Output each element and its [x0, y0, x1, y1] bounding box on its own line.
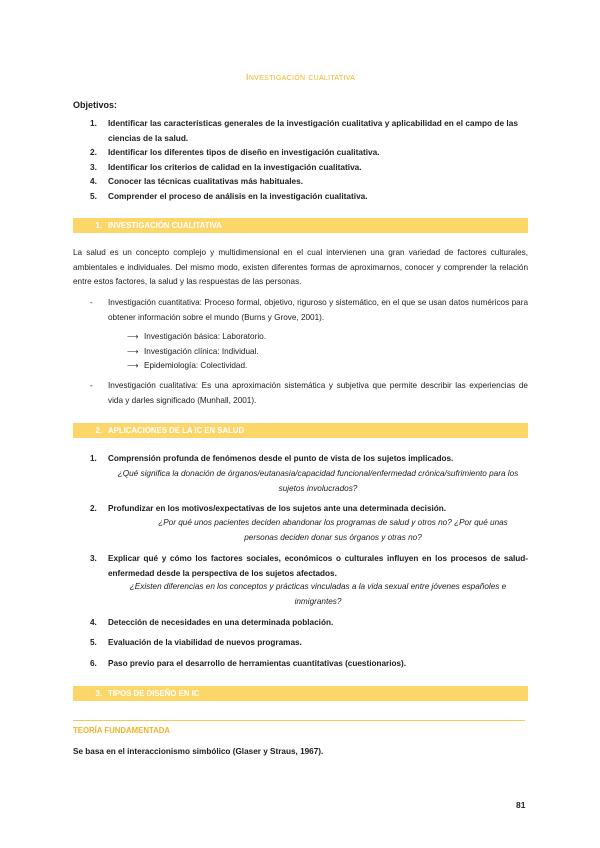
list-item: ⟶ Epidemiología: Colectividad. — [127, 359, 266, 374]
example-question: ¿Por qué unos pacientes deciden abandonar los programas de salud y otros no? ¿Por qué unas personas deciden donar sus órganos y otras no? — [158, 518, 508, 542]
objectives-list — [73, 116, 528, 203]
subhead-divider — [73, 720, 525, 721]
objective-item: 2. Identificar los diferentes tipos de diseño en investigación cualitativa. — [90, 147, 380, 157]
page-number: 81 — [516, 800, 526, 810]
section-header-investigacion-cualitativa: 1. INVESTIGACIÓN CUALITATIVA — [73, 218, 528, 233]
example-question: ¿Qué significa la donación de órganos/eutanasia/capacidad funcional/enfermedad crónica/sufrimiento para los sujetos involucrados? — [117, 469, 519, 493]
section-header-aplicaciones: 2. APLICACIONES DE LA IC EN SALUD — [73, 423, 528, 438]
page-title: Investigación cualitativa — [245, 72, 356, 83]
qualitative-definition: - Investigación cualitativa: Es una aproximación sistemática y subjetiva que permite describir las experiencias de vida y darles significado (Munhall, 2001). — [90, 381, 528, 405]
quantitative-definition: - Investigación cuantitativa: Proceso formal, objetivo, riguroso y sistemático, en el que se usan datos numéricos para obtener información sobre el mundo (Burns y Grove, 2001). — [90, 298, 528, 322]
section-header-tipos-diseno: 3. TIPOS DE DISEÑO EN IC — [73, 686, 528, 701]
section1-intro: La salud es un concepto complejo y multidimensional en el cual intervienen una gran variedad de factores culturales, ambientales e individuales. Del mismo modo, existen diferentes formas de aproximarnos, conocer y comprender la relación entre estos factores, la salud y las respuestas de las personas. — [73, 248, 528, 287]
application-item: 2. Profundizar en los motivos/expectativas de los sujetos ante una determinada decisión. — [90, 504, 447, 513]
example-question: ¿Existen diferencias en los conceptos y prácticas vinculadas a la vida sexual entre jóvenes españoles e inmigrantes? — [129, 582, 507, 606]
objective-item: 5. Comprender el proceso de análisis en la investigación cualitativa. — [90, 190, 368, 201]
objective-item: 4. Conocer las técnicas cualitativas más habituales. — [90, 176, 304, 186]
arrow-icon: ⟶ — [127, 332, 139, 341]
application-item: 6. Paso previo para el desarrollo de herramientas cuantitativas (cuestionarios). — [90, 659, 407, 668]
application-item: 3. Explicar qué y cómo los factores sociales, económicos o culturales influyen en los procesos de salud-enfermedad desde la perspectiva de los sujetos afectados. — [90, 554, 528, 578]
application-item: 5. Evaluación de la viabilidad de nuevos programas. — [90, 638, 302, 647]
subhead-teoria-fundamentada: TEORÍA FUNDAMENTADA — [73, 726, 171, 735]
list-item: ⟶ Investigación básica: Laboratorio. — [127, 330, 266, 345]
objectives-label: Objetivos: — [73, 100, 118, 110]
objective-item: 1. Identificar las características generales de la investigación cualitativa y aplicabilidad en el campo de las ciencias de la salud. — [90, 118, 518, 143]
quantitative-types-list — [127, 330, 266, 374]
list-item: ⟶ Investigación clínica: Individual. — [127, 345, 266, 360]
arrow-icon: ⟶ — [127, 346, 139, 356]
objective-item: 3. Identificar los criterios de calidad en la investigación cualitativa. — [90, 161, 362, 172]
application-item: 1. Comprensión profunda de fenómenos desde el punto de vista de los sujetos implicados. — [90, 454, 454, 463]
arrow-icon: ⟶ — [127, 361, 139, 371]
section3-text: Se basa en el interaccionismo simbólico (Glaser y Straus, 1967). — [73, 747, 324, 756]
application-item: 4. Detección de necesidades en una determinada población. — [90, 618, 334, 627]
